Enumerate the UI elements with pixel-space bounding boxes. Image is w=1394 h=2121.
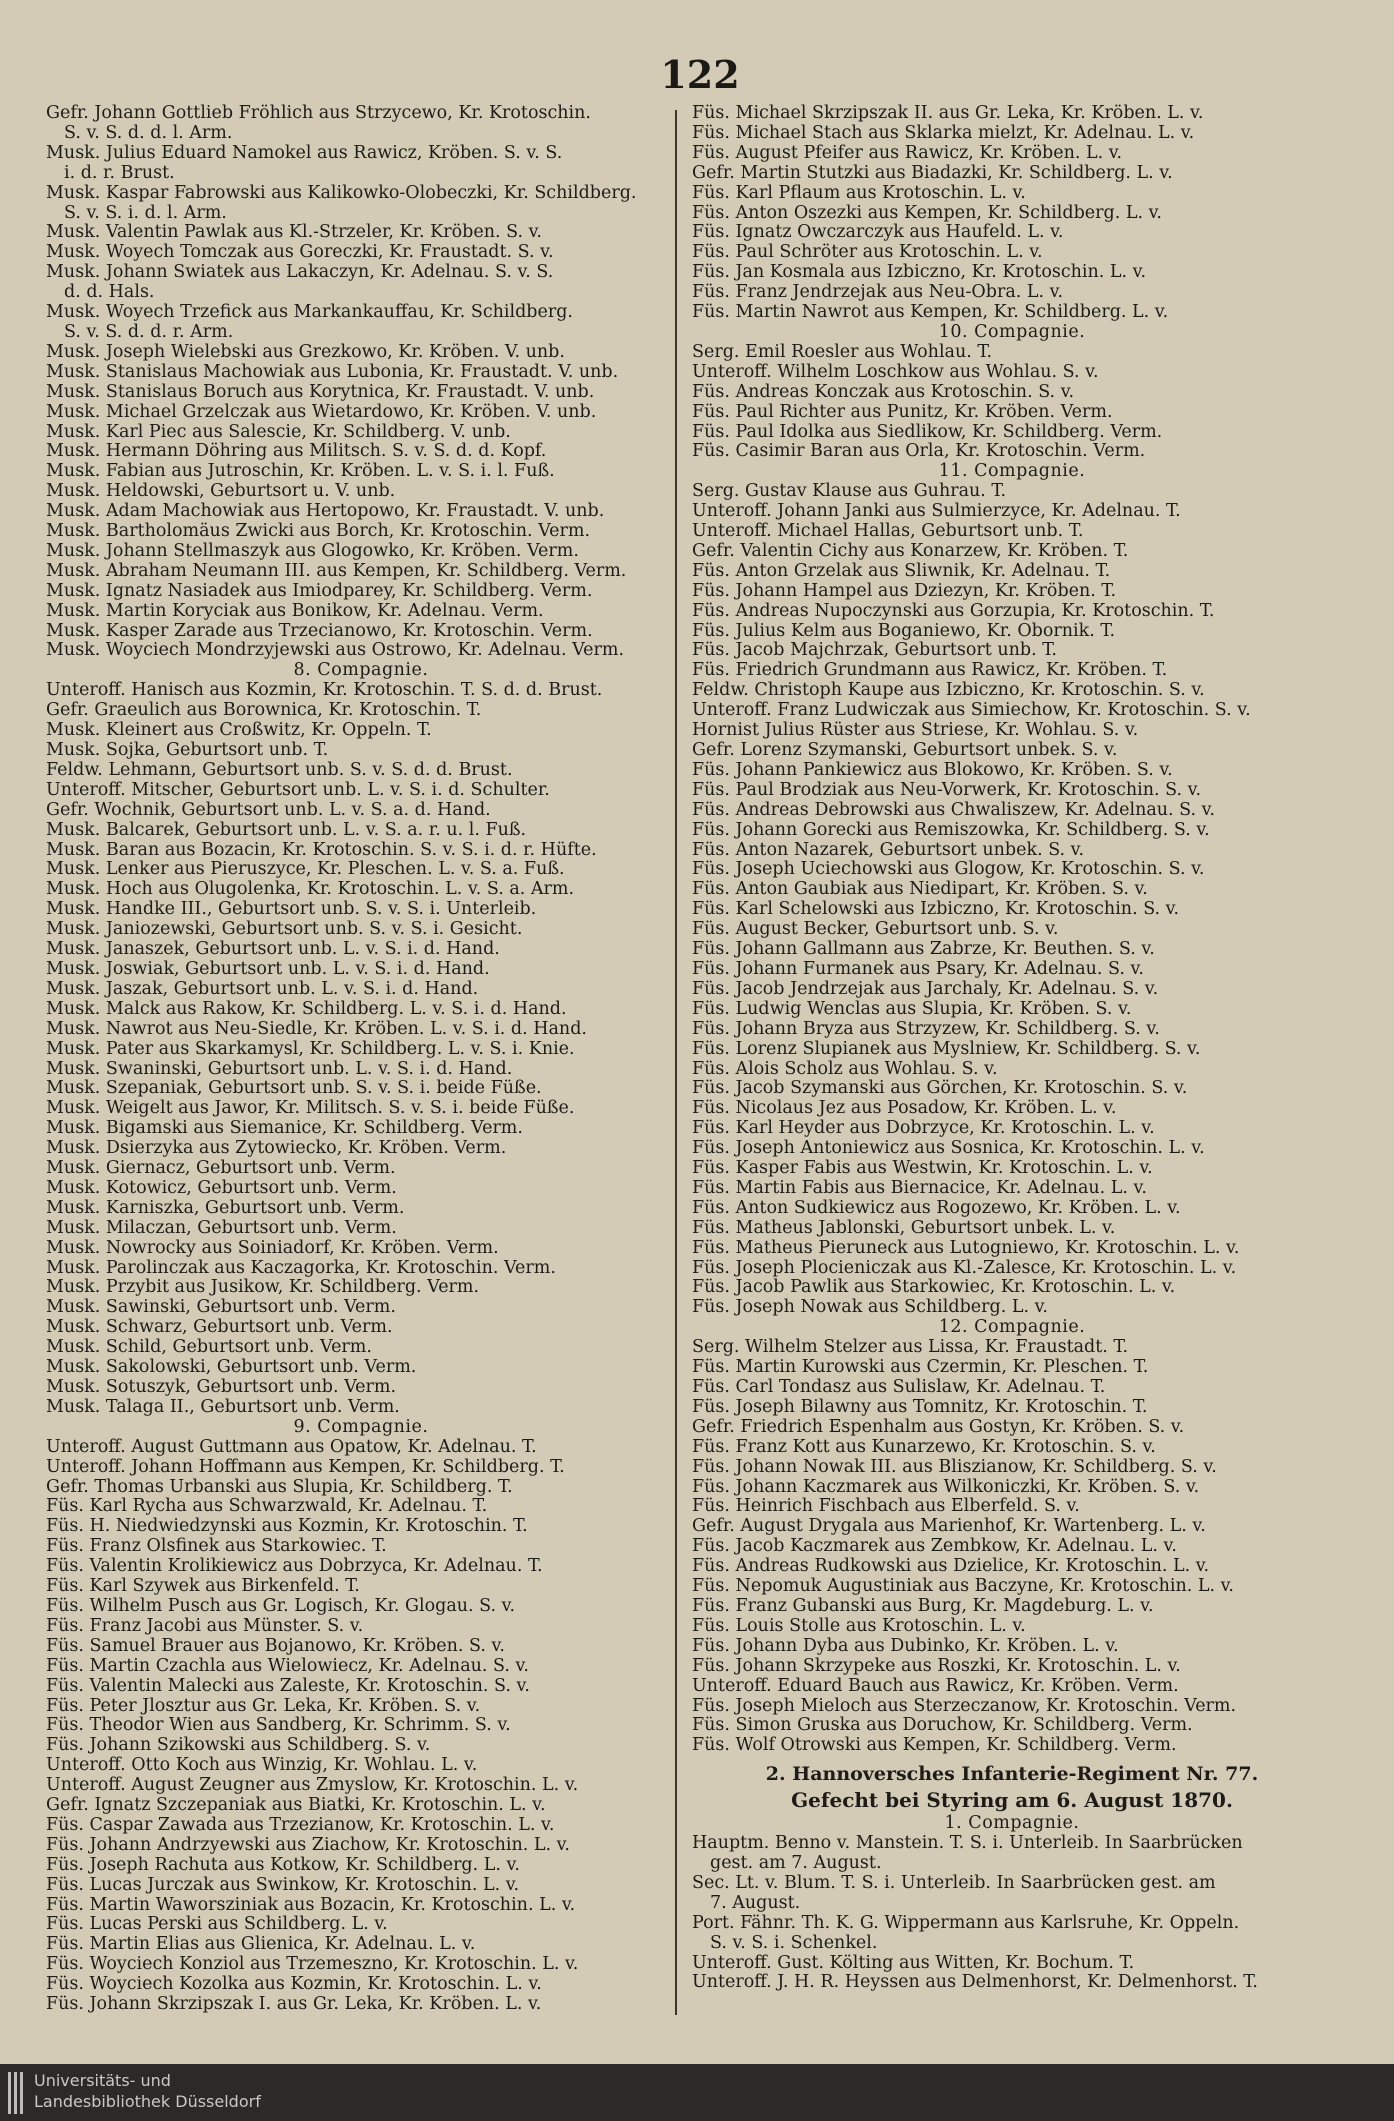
list-entry: Füs. Caspar Zawada aus Trzezianow, Kr. Krotoschin. L. v.	[46, 1815, 555, 1835]
list-entry: Füs. Joseph Mieloch aus Sterzeczanow, Kr. Krotoschin. Verm.	[692, 1696, 1237, 1716]
list-entry: Musk. Adam Machowiak aus Hertopowo, Kr. Fraustadt. V. unb.	[46, 502, 605, 522]
list-entry: Füs. Michael Skrzipszak II. aus Gr. Leka, Kr. Kröben. L. v.	[692, 104, 1204, 123]
list-entry: Füs. Andreas Konczak aus Krotoschin. S. v.	[692, 382, 1075, 402]
list-entry: Füs. Wolf Otrowski aus Kempen, Kr. Schildberg. Verm.	[692, 1736, 1177, 1756]
battle-heading: Gefecht bei Styring am 6. August 1870.	[791, 1788, 1233, 1813]
list-entry: Musk. Hermann Döhring aus Militsch. S. v. S. d. d. Kopf.	[46, 442, 547, 462]
list-entry: Füs. Karl Pflaum aus Krotoschin. L. v.	[692, 183, 1026, 203]
list-entry: Musk. Janaszek, Geburtsort unb. L. v. S. i. d. Hand.	[46, 940, 500, 960]
list-entry: Füs. Franz Kott aus Kunarzewo, Kr. Krotoschin. S. v.	[692, 1437, 1156, 1457]
list-entry: Unteroff. Franz Ludwiczak aus Simiechow, Kr. Krotoschin. S. v.	[692, 701, 1251, 721]
list-entry: Musk. Joswiak, Geburtsort unb. L. v. S. i. d. Hand.	[46, 959, 490, 979]
list-entry-continuation: S. v. S. d. d. l. Arm.	[64, 123, 233, 143]
list-entry: Füs. Ignatz Owczarczyk aus Haufeld. L. v.	[692, 223, 1064, 243]
library-credit	[34, 2070, 261, 2112]
list-entry: Musk. Kasper Zarade aus Trzecianowo, Kr. Krotoschin. Verm.	[46, 621, 593, 641]
list-entry: Serg. Gustav Klause aus Guhrau. T.	[692, 482, 1007, 502]
list-entry: Füs. Martin Czachla aus Wielowiecz, Kr. Adelnau. S. v.	[46, 1656, 529, 1676]
list-entry: Musk. Milaczan, Geburtsort unb. Verm.	[46, 1218, 397, 1238]
list-entry: Füs. Johann Andrzyewski aus Ziachow, Kr. Krotoschin. L. v.	[46, 1835, 570, 1855]
list-entry: Musk. Pater aus Skarkamysl, Kr. Schildberg. L. v. S. i. Knie.	[46, 1039, 575, 1059]
list-entry: Musk. Schild, Geburtsort unb. Verm.	[46, 1338, 372, 1358]
list-entry: Gefr. Ignatz Szczepaniak aus Biatki, Kr. Krotoschin. L. v.	[46, 1796, 546, 1816]
list-entry: Gefr. Friedrich Espenhalm aus Gostyn, Kr. Kröben. S. v.	[692, 1417, 1185, 1437]
list-entry: Gefr. August Drygala aus Marienhof, Kr. Wartenberg. L. v.	[692, 1517, 1206, 1537]
list-entry: Musk. Handke III., Geburtsort unb. S. v. S. i. Unterleib.	[46, 900, 537, 920]
list-entry: Musk. Kotowicz, Geburtsort unb. Verm.	[46, 1178, 397, 1198]
list-entry: Füs. Franz Jacobi aus Münster. S. v.	[46, 1616, 364, 1636]
list-entry: Unteroff. Eduard Bauch aus Rawicz, Kr. Kröben. Verm.	[692, 1676, 1179, 1696]
list-entry: Füs. Jan Kosmala aus Izbiczno, Kr. Krotoschin. L. v.	[692, 263, 1147, 283]
list-entry: Füs. Joseph Rachuta aus Kotkow, Kr. Schildberg. L. v.	[46, 1855, 520, 1875]
list-entry: Hornist Julius Rüster aus Striese, Kr. Wohlau. S. v.	[692, 721, 1139, 741]
list-entry: Füs. Martin Waworsziniak aus Bozacin, Kr. Krotoschin. L. v.	[46, 1895, 576, 1915]
list-entry: Musk. Giernacz, Geburtsort unb. Verm.	[46, 1159, 396, 1179]
regiment-heading: 2. Hannoversches Infanterie-Regiment Nr. 77.	[765, 1763, 1259, 1786]
list-entry: Musk. Jaszak, Geburtsort unb. L. v. S. i. d. Hand.	[46, 979, 479, 999]
list-entry: Musk. Woyech Trzefick aus Markankauffau, Kr. Schildberg.	[46, 303, 573, 323]
list-entry: Füs. Joseph Plocieniczak aus Kl.-Zalesce, Kr. Krotoschin. L. v.	[692, 1258, 1237, 1278]
list-entry: Musk. Hoch aus Olugolenka, Kr. Krotoschin. L. v. S. a. Arm.	[46, 880, 575, 900]
list-entry: Füs. Karl Heyder aus Dobrzyce, Kr. Krotoschin. L. v.	[692, 1119, 1155, 1139]
list-entry: Füs. Jacob Pawlik aus Starkowiec, Kr. Krotoschin. L. v.	[692, 1278, 1176, 1298]
list-entry: Musk. Karl Piec aus Salescie, Kr. Schildberg. V. unb.	[46, 422, 511, 442]
list-entry: Unteroff. Otto Koch aus Winzig, Kr. Wohlau. L. v.	[46, 1756, 478, 1776]
list-entry: Musk. Woyech Tomczak aus Goreczki, Kr. Fraustadt. S. v.	[46, 243, 554, 263]
list-entry: Unteroff. August Guttmann aus Opatow, Kr. Adelnau. T.	[46, 1437, 537, 1457]
list-entry: Gefr. Thomas Urbanski aus Slupia, Kr. Schildberg. T.	[46, 1477, 513, 1497]
list-entry: Serg. Emil Roesler aus Wohlau. T.	[692, 342, 993, 362]
list-entry: Musk. Lenker aus Pieruszyce, Kr. Pleschen. L. v. S. a. Fuß.	[46, 860, 565, 880]
list-entry: Füs. Valentin Malecki aus Zaleste, Kr. Krotoschin. S. v.	[46, 1676, 530, 1696]
list-entry: Musk. Stanislaus Boruch aus Korytnica, Kr. Fraustadt. V. unb.	[46, 382, 595, 402]
list-entry: Füs. Joseph Nowak aus Schildberg. L. v.	[692, 1298, 1048, 1318]
list-entry: Füs. Joseph Antoniewicz aus Sosnica, Kr. Krotoschin. L. v.	[692, 1139, 1205, 1159]
list-entry: Füs. August Pfeifer aus Rawicz, Kr. Kröben. L. v.	[692, 143, 1123, 163]
list-entry: Füs. Lucas Jurczak aus Swinkow, Kr. Krotoschin. L. v.	[46, 1875, 520, 1895]
list-entry: Musk. Janiozewski, Geburtsort unb. S. v. S. i. Gesicht.	[46, 920, 523, 940]
list-entry: Füs. Samuel Brauer aus Bojanowo, Kr. Kröben. S. v.	[46, 1636, 505, 1656]
list-entry: Gefr. Lorenz Szymanski, Geburtsort unbek. S. v.	[692, 741, 1118, 760]
list-entry: Musk. Kaspar Fabrowski aus Kalikowko-Olobeczki, Kr. Schildberg.	[46, 183, 637, 203]
list-entry: Musk. Karniszka, Geburtsort unb. Verm.	[46, 1198, 405, 1218]
list-entry: Füs. Johann Hampel aus Dziezyn, Kr. Kröben. T.	[692, 581, 1117, 601]
list-entry: Musk. Johann Stellmaszyk aus Glogowko, Kr. Kröben. Verm.	[46, 541, 579, 561]
company-heading: 12. Compagnie.	[938, 1317, 1086, 1338]
list-entry: Füs. Valentin Krolikiewicz aus Dobrzyca, Kr. Adelnau. T.	[46, 1557, 543, 1577]
list-entry: Musk. Bigamski aus Siemanice, Kr. Schildberg. Verm.	[46, 1119, 523, 1139]
list-entry: Füs. August Becker, Geburtsort unb. S. v.	[692, 920, 1059, 940]
list-entry: Musk. Michael Grzelczak aus Wietardowo, Kr. Kröben. V. unb.	[46, 402, 597, 422]
list-entry: Musk. Szepaniak, Geburtsort unb. S. v. S. i. beide Füße.	[46, 1079, 542, 1099]
list-entry: Unteroff. Gust. Költing aus Witten, Kr. Bochum. T.	[692, 1953, 1135, 1973]
list-entry: Füs. Paul Brodziak aus Neu-Vorwerk, Kr. Krotoschin. S. v.	[692, 780, 1202, 800]
list-entry: Unteroff. August Zeugner aus Zmyslow, Kr. Krotoschin. L. v.	[46, 1776, 579, 1796]
list-entry-continuation: gest. am 7. August.	[710, 1854, 882, 1874]
list-entry: Musk. Julius Eduard Namokel aus Rawicz, Kröben. S. v. S.	[46, 143, 563, 163]
list-entry: Füs. Julius Kelm aus Boganiewo, Kr. Obornik. T.	[692, 621, 1116, 641]
list-entry: Musk. Fabian aus Jutroschin, Kr. Kröben. L. v. S. i. l. Fuß.	[46, 462, 555, 482]
list-entry: Musk. Nawrot aus Neu-Siedle, Kr. Kröben. L. v. S. i. d. Hand.	[46, 1019, 587, 1039]
list-entry: Füs. Anton Oszezki aus Kempen, Kr. Schildberg. L. v.	[692, 203, 1162, 223]
list-entry: Musk. Bartholomäus Zwicki aus Borch, Kr. Krotoschin. Verm.	[46, 522, 591, 542]
list-entry: Unteroff. Johann Hoffmann aus Kempen, Kr. Schildberg. T.	[46, 1457, 565, 1477]
list-entry: Füs. Matheus Jablonski, Geburtsort unbek. L. v.	[692, 1218, 1116, 1238]
list-entry: Füs. Jacob Jendrzejak aus Jarchaly, Kr. Adelnau. S. v.	[692, 979, 1159, 999]
list-entry: Füs. Anton Grzelak aus Sliwnik, Kr. Adelnau. T.	[692, 561, 1111, 581]
list-entry: Feldw. Christoph Kaupe aus Izbiczno, Kr. Krotoschin. S. v.	[692, 681, 1205, 701]
list-entry: Musk. Woyciech Mondrzyjewski aus Ostrowo, Kr. Adelnau. Verm.	[46, 641, 625, 661]
list-entry: Unteroff. Wilhelm Loschkow aus Wohlau. S. v.	[692, 362, 1099, 382]
page-number: 122	[660, 52, 740, 97]
list-entry: Musk. Ignatz Nasiadek aus Imiodparey, Kr. Schildberg. Verm.	[46, 581, 593, 601]
list-entry: Unteroff. Michael Hallas, Geburtsort unb. T.	[692, 522, 1084, 542]
list-entry: Füs. Kasper Fabis aus Westwin, Kr. Krotoschin. L. v.	[692, 1159, 1153, 1179]
list-entry: Füs. Nicolaus Jez aus Posadow, Kr. Kröben. L. v.	[692, 1099, 1117, 1119]
list-entry: Füs. Johann Gallmann aus Zabrze, Kr. Beuthen. S. v.	[692, 940, 1155, 960]
list-entry: Füs. Nepomuk Augustiniak aus Baczyne, Kr. Krotoschin. L. v.	[692, 1577, 1234, 1597]
list-entry: Füs. Peter Jlosztur aus Gr. Leka, Kr. Kröben. S. v.	[46, 1696, 481, 1716]
list-entry-continuation: S. v. S. i. d. l. Arm.	[64, 203, 227, 223]
list-entry: Füs. Michael Stach aus Sklarka mielzt, Kr. Adelnau. L. v.	[692, 123, 1195, 143]
list-entry: Musk. Weigelt aus Jawor, Kr. Militsch. S. v. S. i. beide Füße.	[46, 1099, 575, 1119]
library-line-1: Universitäts- und	[34, 2071, 171, 2090]
list-entry: Musk. Stanislaus Machowiak aus Lubonia, Kr. Fraustadt. V. unb.	[46, 362, 619, 382]
list-entry: Füs. Franz Olsfinek aus Starkowiec. T.	[46, 1537, 387, 1557]
list-entry: Musk. Kleinert aus Croßwitz, Kr. Oppeln. T.	[46, 721, 432, 741]
list-entry: Füs. Louis Stolle aus Krotoschin. L. v.	[692, 1616, 1026, 1636]
list-entry: Füs. Andreas Debrowski aus Chwaliszew, Kr. Adelnau. S. v.	[692, 800, 1216, 820]
list-entry: Füs. Wilhelm Pusch aus Gr. Logisch, Kr. Glogau. S. v.	[46, 1596, 516, 1616]
list-entry: Füs. Anton Gaubiak aus Niedipart, Kr. Kröben. S. v.	[692, 880, 1148, 900]
list-entry: Füs. Paul Schröter aus Krotoschin. L. v.	[692, 243, 1043, 263]
list-entry: Musk. Heldowski, Geburtsort u. V. unb.	[46, 482, 396, 502]
list-entry: Gefr. Wochnik, Geburtsort unb. L. v. S. a. d. Hand.	[46, 800, 491, 820]
list-entry: Füs. Paul Idolka aus Siedlikow, Kr. Schildberg. Verm.	[692, 422, 1163, 442]
list-entry: Füs. Martin Nawrot aus Kempen, Kr. Schildberg. L. v.	[692, 303, 1169, 323]
list-entry: Füs. Simon Gruska aus Doruchow, Kr. Schildberg. Verm.	[692, 1716, 1193, 1736]
company-heading: 11. Compagnie.	[938, 461, 1086, 482]
list-entry: Füs. Woyciech Konziol aus Trzemeszno, Kr. Krotoschin. L. v.	[46, 1955, 579, 1975]
list-entry: Füs. Jacob Majchrzak, Geburtsort unb. T.	[692, 641, 1057, 661]
list-entry: Füs. H. Niedwiedzynski aus Kozmin, Kr. Krotoschin. T.	[46, 1517, 528, 1537]
library-line-2: Landesbibliothek Düsseldorf	[34, 2092, 261, 2111]
list-entry: Gefr. Johann Gottlieb Fröhlich aus Strzycewo, Kr. Krotoschin.	[46, 104, 591, 123]
list-entry: Füs. Franz Jendrzejak aus Neu-Obra. L. v.	[692, 283, 1064, 303]
list-entry: Füs. Friedrich Grundmann aus Rawicz, Kr. Kröben. T.	[692, 661, 1168, 681]
list-entry: Füs. Woyciech Kozolka aus Kozmin, Kr. Krotoschin. L. v.	[46, 1975, 542, 1995]
list-entry: Füs. Ludwig Wenclas aus Slupia, Kr. Kröben. S. v.	[692, 999, 1132, 1019]
list-entry: Füs. Johann Kaczmarek aus Wilkoniczki, Kr. Kröben. S. v.	[692, 1477, 1200, 1497]
list-entry: Füs. Joseph Bilawny aus Tomnitz, Kr. Krotoschin. T.	[692, 1397, 1148, 1417]
list-entry: Füs. Anton Sudkiewicz aus Rogozewo, Kr. Kröben. L. v.	[692, 1198, 1181, 1218]
list-entry: Musk. Martin Koryciak aus Bonikow, Kr. Adelnau. Verm.	[46, 601, 544, 621]
company-heading: 9. Compagnie.	[293, 1416, 429, 1437]
list-entry: Füs. Johann Bryza aus Strzyzew, Kr. Schildberg. S. v.	[692, 1019, 1160, 1039]
list-entry: Füs. Martin Elias aus Glienica, Kr. Adelnau. L. v.	[46, 1935, 476, 1955]
company-heading: 1. Compagnie.	[944, 1813, 1080, 1834]
list-entry: Füs. Martin Kurowski aus Czermin, Kr. Pleschen. T.	[692, 1358, 1149, 1378]
list-entry: Hauptm. Benno v. Manstein. T. S. i. Unterleib. In Saarbrücken	[692, 1834, 1243, 1854]
list-entry: Füs. Karl Schelowski aus Izbiczno, Kr. Krotoschin. S. v.	[692, 900, 1180, 920]
list-entry: Füs. Johann Dyba aus Dubinko, Kr. Kröben. L. v.	[692, 1636, 1119, 1656]
list-entry: Musk. Swaninski, Geburtsort unb. L. v. S. i. d. Hand.	[46, 1059, 513, 1079]
list-entry: Musk. Schwarz, Geburtsort unb. Verm.	[46, 1318, 393, 1338]
list-entry: Füs. Paul Richter aus Punitz, Kr. Kröben. Verm.	[692, 402, 1113, 422]
list-entry: Füs. Alois Scholz aus Wohlau. S. v.	[692, 1059, 998, 1079]
list-entry: Serg. Wilhelm Stelzer aus Lissa, Kr. Fraustadt. T.	[692, 1338, 1129, 1358]
list-entry: Füs. Martin Fabis aus Biernacice, Kr. Adelnau. L. v.	[692, 1178, 1147, 1198]
list-entry: Füs. Jacob Szymanski aus Görchen, Kr. Krotoschin. S. v.	[692, 1079, 1188, 1099]
list-entry: Füs. Joseph Uciechowski aus Glogow, Kr. Krotoschin. S. v.	[692, 860, 1205, 880]
left-column	[46, 104, 676, 2015]
ulb-logo-icon	[6, 2068, 28, 2118]
list-entry: Musk. Malck aus Rakow, Kr. Schildberg. L. v. S. i. d. Hand.	[46, 999, 567, 1019]
list-entry: Feldw. Lehmann, Geburtsort unb. S. v. S. d. d. Brust.	[46, 760, 513, 780]
list-entry: Füs. Andreas Nupoczynski aus Gorzupia, Kr. Krotoschin. T.	[692, 601, 1215, 621]
list-entry: Musk. Valentin Pawlak aus Kl.-Strzeler, Kr. Kröben. S. v.	[46, 223, 542, 243]
list-entry: Füs. Karl Szywek aus Birkenfeld. T.	[46, 1577, 360, 1597]
list-entry: Füs. Matheus Pieruneck aus Lutogniewo, Kr. Krotoschin. L. v.	[692, 1238, 1240, 1258]
list-entry: Füs. Franz Gubanski aus Burg, Kr. Magdeburg. L. v.	[692, 1596, 1154, 1616]
list-entry: Füs. Anton Nazarek, Geburtsort unbek. S. v.	[692, 840, 1085, 860]
list-entry: Port. Fähnr. Th. K. G. Wippermann aus Karlsruhe, Kr. Oppeln.	[692, 1913, 1240, 1933]
list-entry: Musk. Parolinczak aus Kaczagorka, Kr. Krotoschin. Verm.	[46, 1258, 556, 1278]
list-entry: Füs. Johann Skrzypeke aus Roszki, Kr. Krotoschin. L. v.	[692, 1656, 1181, 1676]
list-entry: Musk. Joseph Wielebski aus Grezkowo, Kr. Kröben. V. unb.	[46, 342, 565, 362]
list-entry: Musk. Sawinski, Geburtsort unb. Verm.	[46, 1298, 396, 1318]
list-entry: Füs. Johann Skrzipszak I. aus Gr. Leka, Kr. Kröben. L. v.	[46, 1995, 542, 2015]
list-entry-continuation: S. v. S. i. Schenkel.	[710, 1933, 878, 1953]
list-entry-continuation: i. d. r. Brust.	[64, 163, 175, 183]
list-entry: Füs. Johann Pankiewicz aus Blokowo, Kr. Kröben. S. v.	[692, 760, 1173, 780]
list-entry: Unteroff. J. H. R. Heyssen aus Delmenhorst, Kr. Delmenhorst. T.	[692, 1973, 1258, 1993]
list-entry: Musk. Przybit aus Jusikow, Kr. Schildberg. Verm.	[46, 1278, 480, 1298]
list-entry-continuation: 7. August.	[710, 1893, 801, 1913]
list-entry: Füs. Jacob Kaczmarek aus Zembkow, Kr. Adelnau. L. v.	[692, 1537, 1177, 1557]
list-entry: Musk. Talaga II., Geburtsort unb. Verm.	[46, 1397, 400, 1417]
list-entry: Füs. Lucas Perski aus Schildberg. L. v.	[46, 1915, 388, 1935]
company-heading: 8. Compagnie.	[293, 660, 429, 681]
list-entry: Unteroff. Mitscher, Geburtsort unb. L. v. S. i. d. Schulter.	[46, 780, 550, 800]
list-entry: Sec. Lt. v. Blum. T. S. i. Unterleib. In Saarbrücken gest. am	[692, 1873, 1216, 1893]
list-entry: Musk. Dsierzyka aus Zytowiecko, Kr. Kröben. Verm.	[46, 1139, 507, 1159]
list-entry: Füs. Carl Tondasz aus Sulislaw, Kr. Adelnau. T.	[692, 1378, 1106, 1397]
list-entry: Gefr. Graeulich aus Borownica, Kr. Krotoschin. T.	[46, 701, 482, 721]
list-entry: Musk. Abraham Neumann III. aus Kempen, Kr. Schildberg. Verm.	[46, 561, 627, 581]
right-column	[692, 104, 1332, 1993]
list-entry: Füs. Karl Rycha aus Schwarzwald, Kr. Adelnau. T.	[46, 1497, 488, 1517]
list-entry: Füs. Theodor Wien aus Sandberg, Kr. Schrimm. S. v.	[46, 1716, 511, 1736]
list-entry: Füs. Johann Nowak III. aus Bliszianow, Kr. Schildberg. S. v.	[692, 1457, 1217, 1477]
list-entry: Musk. Baran aus Bozacin, Kr. Krotoschin. S. v. S. i. d. r. Hüfte.	[46, 840, 597, 860]
list-entry: Füs. Heinrich Fischbach aus Elberfeld. S. v.	[692, 1497, 1080, 1517]
list-entry: Musk. Sakolowski, Geburtsort unb. Verm.	[46, 1358, 417, 1378]
list-entry: Füs. Johann Szikowski aus Schildberg. S. v.	[46, 1736, 431, 1756]
list-entry: Füs. Casimir Baran aus Orla, Kr. Krotoschin. Verm.	[692, 442, 1146, 462]
list-entry: Füs. Johann Gorecki aus Remiszowka, Kr. Schildberg. S. v.	[692, 820, 1210, 840]
list-entry: Musk. Sotuszyk, Geburtsort unb. Verm.	[46, 1378, 397, 1397]
list-entry: Gefr. Valentin Cichy aus Konarzew, Kr. Kröben. T.	[692, 541, 1129, 561]
list-entry-continuation: S. v. S. d. d. r. Arm.	[64, 322, 234, 342]
list-entry: Musk. Sojka, Geburtsort unb. T.	[46, 741, 329, 760]
company-heading: 10. Compagnie.	[938, 321, 1086, 342]
list-entry: Gefr. Martin Stutzki aus Biadazki, Kr. Schildberg. L. v.	[692, 163, 1173, 183]
list-entry: Füs. Johann Furmanek aus Psary, Kr. Adelnau. S. v.	[692, 959, 1144, 979]
list-entry: Unteroff. Johann Janki aus Sulmierzyce, Kr. Adelnau. T.	[692, 502, 1181, 522]
list-entry: Unteroff. Hanisch aus Kozmin, Kr. Krotoschin. T. S. d. d. Brust.	[46, 681, 603, 701]
list-entry: Füs. Lorenz Slupianek aus Myslniew, Kr. Schildberg. S. v.	[692, 1039, 1201, 1059]
list-entry: Musk. Nowrocky aus Soiniadorf, Kr. Kröben. Verm.	[46, 1238, 499, 1258]
list-entry: Musk. Balcarek, Geburtsort unb. L. v. S. a. r. u. l. Fuß.	[46, 820, 527, 840]
list-entry-continuation: d. d. Hals.	[64, 283, 155, 303]
list-entry: Musk. Johann Swiatek aus Lakaczyn, Kr. Adelnau. S. v. S.	[46, 263, 554, 283]
list-entry: Füs. Andreas Rudkowski aus Dzielice, Kr. Krotoschin. L. v.	[692, 1557, 1210, 1577]
